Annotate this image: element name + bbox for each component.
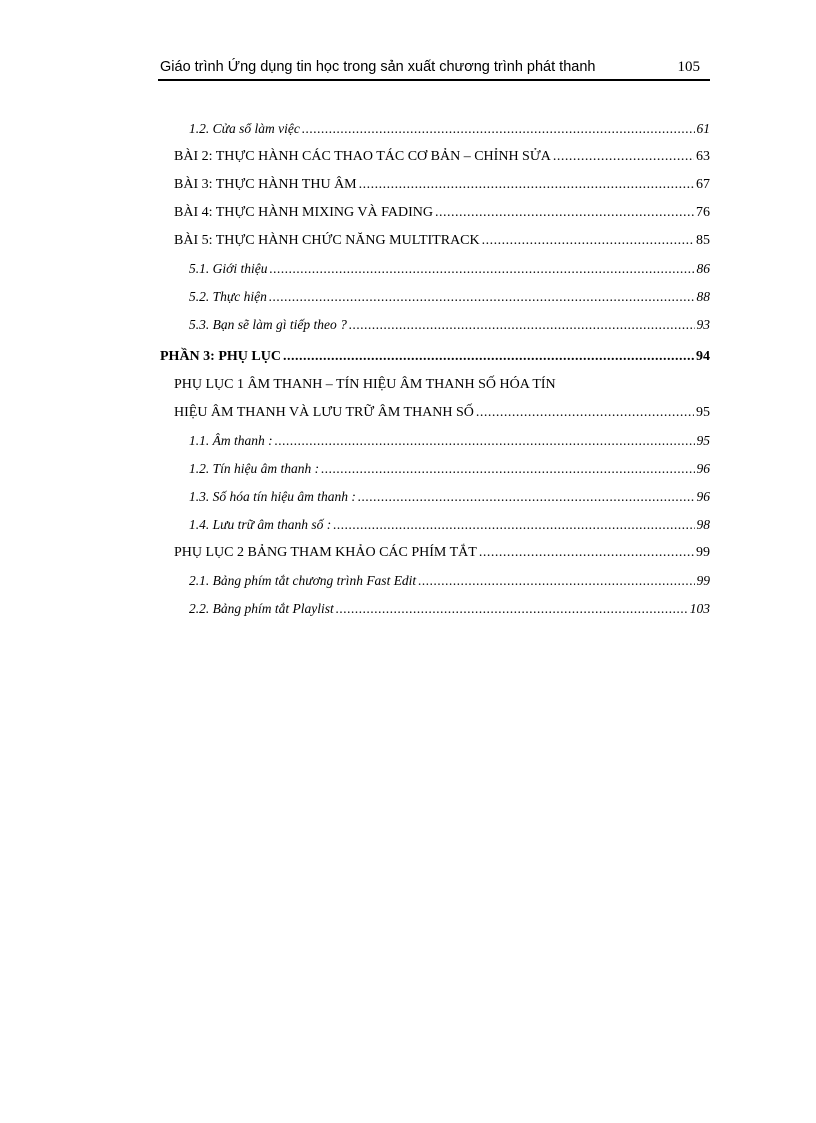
toc-entry-label: BÀI 3: THỰC HÀNH THU ÂM — [174, 177, 357, 192]
toc-entry-page: 96 — [696, 461, 710, 476]
toc-entry[interactable] — [189, 287, 710, 307]
toc-leader-dots — [418, 571, 694, 591]
toc-entry-label: 5.2. Thực hiện — [189, 289, 267, 304]
toc-entry-label: BÀI 2: THỰC HÀNH CÁC THAO TÁC CƠ BẢN – CHỈNH SỬA — [174, 149, 551, 164]
toc-entry-page: 94 — [696, 349, 710, 364]
toc-entry-page: 85 — [696, 233, 710, 248]
toc-entry-label: PHỤ LỤC 2 BẢNG THAM KHẢO CÁC PHÍM TẮT — [174, 545, 477, 560]
toc-entry[interactable] — [174, 403, 710, 423]
toc-entry[interactable] — [189, 571, 710, 591]
header-page-number: 105 — [677, 59, 700, 75]
toc-entry[interactable] — [189, 259, 710, 279]
toc-entry[interactable] — [189, 119, 710, 139]
toc-entry-label: BÀI 5: THỰC HÀNH CHỨC NĂNG MULTITRACK — [174, 233, 480, 248]
toc-entry[interactable] — [174, 147, 710, 167]
toc-entry[interactable] — [189, 487, 710, 507]
toc-entry-label: 2.2. Bảng phím tắt Playlist — [189, 601, 334, 616]
toc-leader-dots — [435, 203, 694, 223]
toc-entry[interactable] — [189, 459, 710, 479]
toc-leader-dots — [269, 259, 694, 279]
toc-leader-dots — [359, 175, 694, 195]
toc-entry-page: 67 — [696, 177, 710, 192]
toc-entry-page: 61 — [696, 121, 710, 136]
toc-entry[interactable] — [174, 543, 710, 563]
toc-entry-label: 1.3. Số hóa tín hiệu âm thanh : — [189, 489, 356, 504]
toc-entry[interactable] — [174, 203, 710, 223]
toc-entry-page: 99 — [696, 573, 710, 588]
toc-entry-label: BÀI 4: THỰC HÀNH MIXING VÀ FADING — [174, 205, 433, 220]
toc-entry-label: PHỤ LỤC 1 ÂM THANH – TÍN HIỆU ÂM THANH SỐ HÓA TÍN — [174, 377, 556, 392]
toc-leader-dots — [283, 347, 694, 367]
toc-entry-page: 95 — [696, 405, 710, 420]
toc-entry-continued[interactable] — [174, 375, 556, 395]
toc-entry-label: 2.1. Bảng phím tắt chương trình Fast Edit — [189, 573, 417, 588]
toc-leader-dots — [269, 287, 695, 307]
toc-leader-dots — [321, 459, 694, 479]
toc-leader-dots — [476, 403, 694, 423]
toc-entry[interactable] — [189, 431, 710, 451]
toc-entry-label: 1.1. Âm thanh : — [189, 433, 273, 448]
toc-leader-dots — [336, 599, 688, 619]
toc-entry-label: 5.1. Giới thiệu — [189, 261, 268, 276]
toc-entry-label: 1.2. Tín hiệu âm thanh : — [189, 461, 320, 476]
toc-entry-page: 88 — [696, 289, 710, 304]
toc-leader-dots — [358, 487, 695, 507]
toc-leader-dots — [479, 543, 694, 563]
toc-entry-label: 1.4. Lưu trữ âm thanh số : — [189, 517, 332, 532]
toc-leader-dots — [482, 231, 694, 251]
toc-entry-page: 93 — [696, 317, 710, 332]
toc-entry-page: 96 — [696, 489, 710, 504]
toc-entry-page: 103 — [689, 601, 710, 616]
toc-entry-page: 95 — [696, 433, 710, 448]
toc-entry-label: PHẦN 3: PHỤ LỤC — [160, 349, 281, 364]
toc-leader-dots — [302, 119, 695, 139]
toc-entry-part[interactable] — [160, 347, 710, 367]
toc-entry[interactable] — [174, 175, 710, 195]
toc-entry-page: 99 — [696, 545, 710, 560]
toc-entry-label: 5.3. Bạn sẽ làm gì tiếp theo ? — [189, 317, 347, 332]
toc-entry[interactable] — [189, 599, 710, 619]
toc-entry[interactable] — [174, 231, 710, 251]
toc-leader-dots — [349, 315, 695, 335]
toc-leader-dots — [553, 147, 694, 167]
toc-entry-page: 76 — [696, 205, 710, 220]
toc-entry-label: HIỆU ÂM THANH VÀ LƯU TRỮ ÂM THANH SỐ — [174, 405, 474, 420]
toc-entry-page: 98 — [696, 517, 710, 532]
toc-entry[interactable] — [189, 315, 710, 335]
toc-entry-page: 63 — [696, 149, 710, 164]
toc-leader-dots — [333, 515, 694, 535]
toc-entry-label: 1.2. Cửa sổ làm việc — [189, 121, 300, 136]
toc-entry[interactable] — [189, 515, 710, 535]
toc-entry-page: 86 — [696, 261, 710, 276]
toc-leader-dots — [275, 431, 695, 451]
header-title: Giáo trình Ứng dụng tin học trong sản xuất chương trình phát thanh — [160, 59, 596, 75]
